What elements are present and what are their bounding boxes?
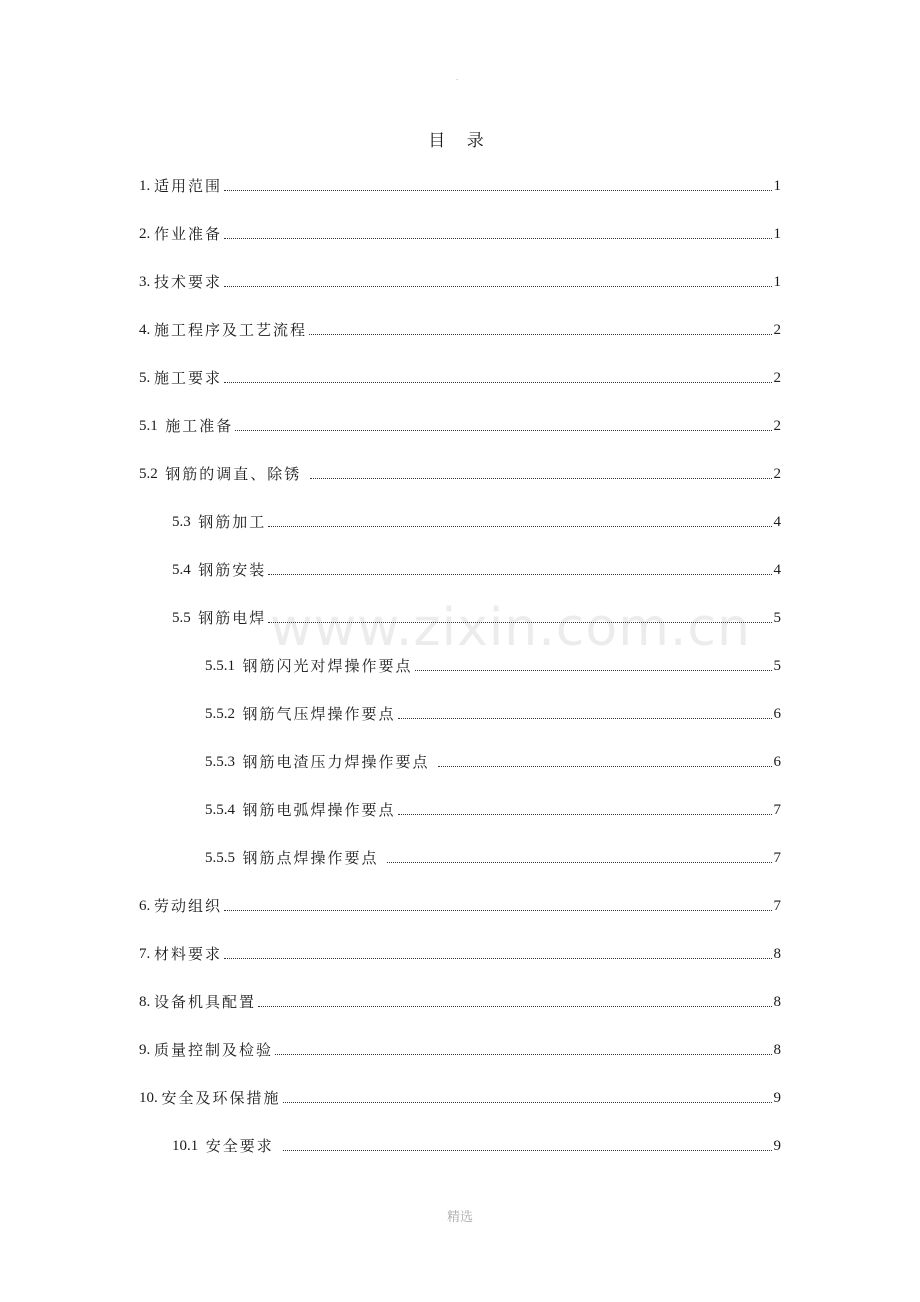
toc-entry-number: 5.5.4 bbox=[205, 802, 243, 818]
toc-entry-number: 3. bbox=[139, 274, 154, 290]
toc-entry-page: 6 bbox=[773, 706, 781, 722]
dot-leader bbox=[224, 910, 771, 911]
toc-entry-title: 技术要求 bbox=[154, 273, 223, 291]
toc-entry[interactable] bbox=[172, 510, 781, 532]
toc-entry[interactable] bbox=[139, 318, 781, 340]
toc-entry-page: 1 bbox=[773, 178, 781, 194]
toc-entry-number: 6. bbox=[139, 898, 154, 914]
toc-entry[interactable] bbox=[172, 606, 781, 628]
toc-entry[interactable] bbox=[139, 1038, 781, 1060]
dot-leader bbox=[310, 478, 771, 479]
toc-entry-number: 8. bbox=[139, 994, 154, 1010]
toc-entry-page: 8 bbox=[773, 946, 781, 962]
toc-entry-number: 5.3 bbox=[172, 514, 199, 530]
toc-entry-number: 4. bbox=[139, 322, 154, 338]
toc-entry-number: 7. bbox=[139, 946, 154, 962]
toc-entry-number: 5.4 bbox=[172, 562, 199, 578]
toc-entry-title: 钢筋气压焊操作要点 bbox=[242, 705, 396, 723]
toc-entry[interactable] bbox=[205, 798, 781, 820]
toc-entry-title: 质量控制及检验 bbox=[154, 1041, 274, 1059]
toc-entry[interactable] bbox=[172, 1134, 781, 1156]
toc-entry-page: 9 bbox=[773, 1138, 781, 1154]
header-mark: . bbox=[456, 72, 459, 82]
dot-leader bbox=[224, 190, 771, 191]
toc-entry-page: 2 bbox=[773, 370, 781, 386]
toc-entry[interactable] bbox=[139, 174, 781, 196]
toc-entry-number: 5.5.5 bbox=[205, 850, 243, 866]
toc-entry[interactable] bbox=[139, 942, 781, 964]
toc-entry[interactable] bbox=[205, 750, 781, 772]
dot-leader bbox=[258, 1006, 771, 1007]
dot-leader bbox=[275, 1054, 771, 1055]
toc-entry-page: 8 bbox=[773, 994, 781, 1010]
toc-entry-number: 5.5 bbox=[172, 610, 199, 626]
toc-entry-page: 4 bbox=[773, 514, 781, 530]
toc-entry-number: 5. bbox=[139, 370, 154, 386]
toc-entry-title: 钢筋的调直、除锈 bbox=[165, 465, 309, 483]
toc-entry-title: 钢筋安装 bbox=[198, 561, 267, 579]
toc-entry-number: 2. bbox=[139, 226, 154, 242]
toc-entry-title: 安全要求 bbox=[205, 1137, 281, 1155]
toc-entry-title: 安全及环保措施 bbox=[161, 1089, 281, 1107]
dot-leader bbox=[387, 862, 771, 863]
dot-leader bbox=[283, 1102, 772, 1103]
dot-leader bbox=[224, 238, 771, 239]
toc-entry-number: 10. bbox=[139, 1090, 162, 1106]
toc-entry[interactable] bbox=[139, 270, 781, 292]
toc-entry[interactable] bbox=[205, 702, 781, 724]
toc-entry-title: 钢筋电焊 bbox=[198, 609, 267, 627]
toc-title: 目 录 bbox=[428, 131, 492, 151]
toc-entry[interactable] bbox=[172, 558, 781, 580]
toc-entry-title: 钢筋加工 bbox=[198, 513, 267, 531]
toc-entry-number: 5.1 bbox=[139, 418, 166, 434]
toc-entry-page: 5 bbox=[773, 610, 781, 626]
toc-entry-page: 6 bbox=[773, 754, 781, 770]
toc-entry-page: 7 bbox=[773, 898, 781, 914]
toc-entry-title: 适用范围 bbox=[154, 177, 223, 195]
toc-entry[interactable] bbox=[139, 894, 781, 916]
toc-entry-title: 劳动组织 bbox=[154, 897, 223, 915]
toc-entry-title: 施工程序及工艺流程 bbox=[154, 321, 308, 339]
dot-leader bbox=[268, 622, 771, 623]
dot-leader bbox=[224, 382, 771, 383]
toc-entry[interactable] bbox=[205, 654, 781, 676]
toc-entry-page: 9 bbox=[773, 1090, 781, 1106]
dot-leader bbox=[398, 718, 772, 719]
dot-leader bbox=[438, 766, 771, 767]
toc-entry-page: 2 bbox=[773, 466, 781, 482]
toc-entry-page: 7 bbox=[773, 802, 781, 818]
dot-leader bbox=[398, 814, 772, 815]
dot-leader bbox=[268, 574, 771, 575]
toc-entry-page: 8 bbox=[773, 1042, 781, 1058]
toc-entry-title: 钢筋电弧焊操作要点 bbox=[242, 801, 396, 819]
toc-entry[interactable] bbox=[139, 990, 781, 1012]
toc-entry[interactable] bbox=[139, 414, 781, 436]
toc-entry-title: 钢筋电渣压力焊操作要点 bbox=[242, 753, 437, 771]
page-footer: 精选 bbox=[446, 1210, 473, 1225]
toc-entry-title: 钢筋闪光对焊操作要点 bbox=[242, 657, 413, 675]
watermark: www.zixin.com.cn bbox=[270, 598, 751, 658]
toc-entry[interactable] bbox=[139, 366, 781, 388]
toc-entry-page: 2 bbox=[773, 322, 781, 338]
dot-leader bbox=[415, 670, 772, 671]
dot-leader bbox=[224, 286, 771, 287]
toc-entry-number: 1. bbox=[139, 178, 154, 194]
toc-entry[interactable] bbox=[139, 222, 781, 244]
toc-entry-page: 1 bbox=[773, 274, 781, 290]
toc-entry-title: 施工准备 bbox=[165, 417, 234, 435]
toc-entry-page: 2 bbox=[773, 418, 781, 434]
toc-entry-number: 9. bbox=[139, 1042, 154, 1058]
toc-entry-number: 5.5.1 bbox=[205, 658, 243, 674]
toc-entry-page: 7 bbox=[773, 850, 781, 866]
dot-leader bbox=[309, 334, 771, 335]
toc-entry-page: 4 bbox=[773, 562, 781, 578]
toc-entry-title: 材料要求 bbox=[154, 945, 223, 963]
toc-entry-number: 5.5.3 bbox=[205, 754, 243, 770]
dot-leader bbox=[283, 1150, 772, 1151]
toc-entry[interactable] bbox=[205, 846, 781, 868]
toc-entry[interactable] bbox=[139, 462, 781, 484]
toc-entry-number: 10.1 bbox=[172, 1138, 206, 1154]
dot-leader bbox=[224, 958, 771, 959]
toc-entry-page: 5 bbox=[773, 658, 781, 674]
dot-leader bbox=[268, 526, 771, 527]
toc-entry-title: 作业准备 bbox=[154, 225, 223, 243]
toc-entry-page: 1 bbox=[773, 226, 781, 242]
toc-entry-title: 施工要求 bbox=[154, 369, 223, 387]
toc-entry-title: 钢筋点焊操作要点 bbox=[242, 849, 386, 867]
toc-entry-number: 5.2 bbox=[139, 466, 166, 482]
dot-leader bbox=[235, 430, 771, 431]
toc-entry[interactable] bbox=[139, 1086, 781, 1108]
toc-entry-number: 5.5.2 bbox=[205, 706, 243, 722]
toc-entry-title: 设备机具配置 bbox=[154, 993, 257, 1011]
